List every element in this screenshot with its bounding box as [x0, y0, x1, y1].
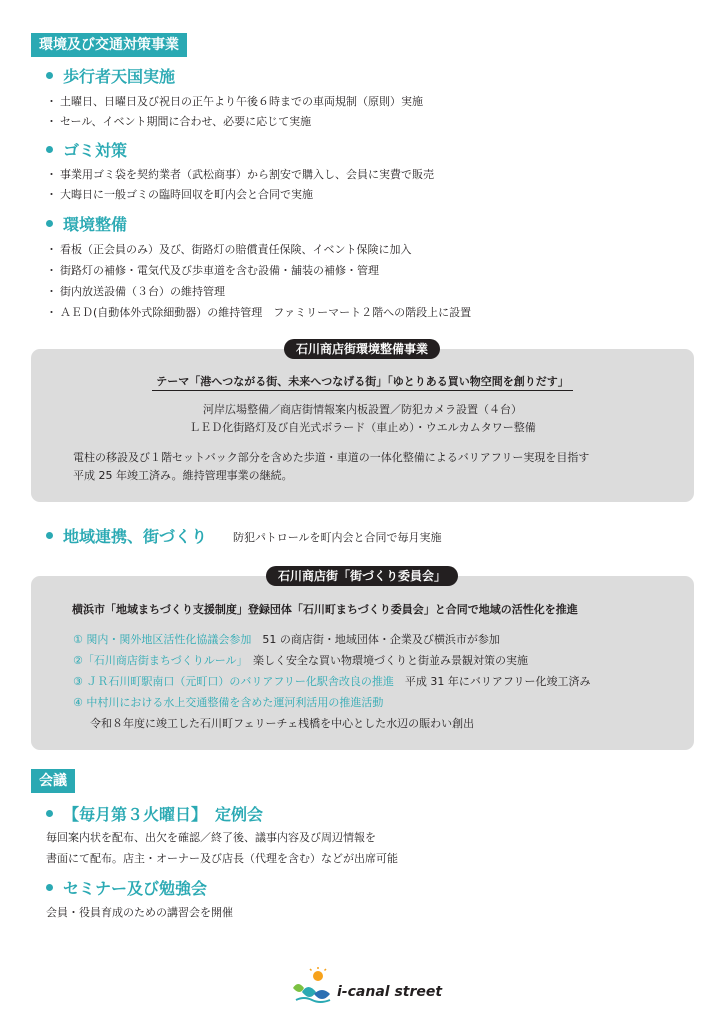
box-title-environment-project: 石川商店街環境整備事業 — [284, 339, 440, 359]
list-item: ・ ＡＥＤ(自動体外式除細動器）の維持管理 ファミリーマート２階への階段上に設置 — [46, 306, 472, 319]
heading-regional-text: 地域連携、街づくり — [63, 527, 208, 546]
list-item: ・ 看板（正会員のみ）及び、街路灯の賠償責任保険、イベント保険に加入 — [46, 243, 412, 256]
list-item: ・ セール、イベント期間に合わせ、必要に応じて実施 — [46, 115, 312, 128]
box1-theme — [31, 373, 694, 391]
list-item-text: 事業用ゴミ袋を契約業者（武松商事）から割安で購入し、会員に実費で販売 — [60, 168, 434, 181]
footer-logo — [290, 966, 443, 1006]
heading-environment — [46, 215, 127, 235]
box2-item — [73, 631, 500, 649]
bullet-dot-icon — [46, 532, 53, 539]
box2-item-text: 楽しく安全な買い物環境づくりと街並み景観対策の実施 — [253, 654, 529, 667]
heading-seminar — [46, 879, 207, 899]
box2-item-label: ③ ＪＲ石川町駅南口（元町口）のバリアフリー化駅舎改良の推進 — [73, 675, 394, 688]
box-title-town-planning: 石川商店街「街づくり委員会」 — [266, 566, 458, 586]
box2-item-text: 51 の商店街・地域団体・企業及び横浜市が参加 — [262, 633, 500, 646]
list-item-text: ＡＥＤ(自動体外式除細動器）の維持管理 ファミリーマート２階への階段上に設置 — [60, 306, 472, 319]
heading-pedestrian-text: 歩行者天国実施 — [63, 67, 176, 86]
box2-item-label: ②「石川商店街まちづくりルール」 — [73, 654, 243, 667]
heading-regional — [46, 527, 207, 547]
regional-note: 防犯パトロールを町内会と合同で毎月実施 — [233, 531, 442, 544]
logo-mark-icon — [290, 966, 338, 1006]
section-tag-environment: 環境及び交通対策事業 — [31, 33, 187, 57]
list-item-text: セール、イベント期間に合わせ、必要に応じて実施 — [60, 115, 312, 128]
bullet-dot-icon — [46, 146, 53, 153]
bullet-dot-icon — [46, 884, 53, 891]
heading-meeting-text: 【毎月第３火曜日】 定例会 — [63, 805, 264, 824]
box2-last: 令和８年度に竣工した石川町フェリーチェ桟橋を中心とした水辺の賑わい創出 — [90, 717, 475, 730]
box2-item — [73, 694, 383, 712]
box2-item — [73, 652, 528, 670]
box1-para1: 電柱の移設及び１階セットバック部分を含めた歩道・車道の一体化整備によるバリアフリー実現を目指す — [73, 451, 590, 464]
list-item: ・ 街路灯の補修・電気代及び歩車道を含む設備・舗装の補修・管理 — [46, 264, 379, 277]
bullet-dot-icon — [46, 810, 53, 817]
section-tag-meetings: 会議 — [31, 769, 75, 793]
list-item: ・ 土曜日、日曜日及び祝日の正午より午後６時までの車両規制（原則）実施 — [46, 95, 423, 108]
list-item: ・ 街内放送設備（３台）の維持管理 — [46, 285, 225, 298]
heading-garbage-text: ゴミ対策 — [63, 141, 128, 160]
list-item-text: 大晦日に一般ゴミの臨時回収を町内会と合同で実施 — [60, 188, 313, 201]
list-item-text: 街内放送設備（３台）の維持管理 — [60, 285, 225, 298]
box2-lead: 横浜市「地域まちづくり支援制度」登録団体「石川町まちづくり委員会」と合同で地域の活性化を推進 — [72, 603, 578, 616]
heading-environment-text: 環境整備 — [63, 215, 128, 234]
list-item-text: 看板（正会員のみ）及び、街路灯の賠償責任保険、イベント保険に加入 — [60, 243, 412, 256]
meeting-line2: 書面にて配布。店主・オーナー及び店長（代理を含む）などが出席可能 — [46, 852, 398, 865]
heading-pedestrian — [46, 67, 175, 87]
box2-item-label: ④ 中村川における水上交通整備を含めた運河利活用の推進活動 — [73, 696, 384, 709]
bullet-dot-icon — [46, 72, 53, 79]
list-item-text: 街路灯の補修・電気代及び歩車道を含む設備・舗装の補修・管理 — [60, 264, 379, 277]
meeting-line1: 毎回案内状を配布、出欠を確認／終了後、議事内容及び周辺情報を — [46, 831, 376, 844]
heading-garbage — [46, 141, 127, 161]
box2-item-text: 平成 31 年にバリアフリー化竣工済み — [404, 675, 591, 688]
bullet-dot-icon — [46, 220, 53, 227]
heading-seminar-text: セミナー及び勉強会 — [63, 879, 208, 898]
list-item: ・ 事業用ゴミ袋を契約業者（武松商事）から割安で購入し、会員に実費で販売 — [46, 168, 434, 181]
box2-item — [73, 673, 590, 691]
box1-theme-text: テーマ「港へつながる街、未来へつなげる街」「ゆとりある買い物空間を創りだす」 — [152, 375, 573, 391]
box2-item-label: ① 関内・関外地区活性化協議会参加 — [73, 633, 252, 646]
box1-para2: 平成 25 年竣工済み。維持管理事業の継続。 — [73, 469, 293, 482]
heading-meeting — [46, 805, 263, 825]
list-item-text: 土曜日、日曜日及び祝日の正午より午後６時までの車両規制（原則）実施 — [60, 95, 423, 108]
logo-text: i-canal street — [337, 984, 443, 1000]
seminar-line1: 会員・役員育成のための講習会を開催 — [46, 906, 233, 919]
list-item: ・ 大晦日に一般ゴミの臨時回収を町内会と合同で実施 — [46, 188, 313, 201]
box1-line2: ＬＥＤ化街路灯及び自光式ボラード（車止め）・ウエルカムタワー整備 — [189, 421, 536, 434]
box1-line1: 河岸広場整備／商店街情報案内板設置／防犯カメラ設置（４台） — [203, 403, 522, 416]
